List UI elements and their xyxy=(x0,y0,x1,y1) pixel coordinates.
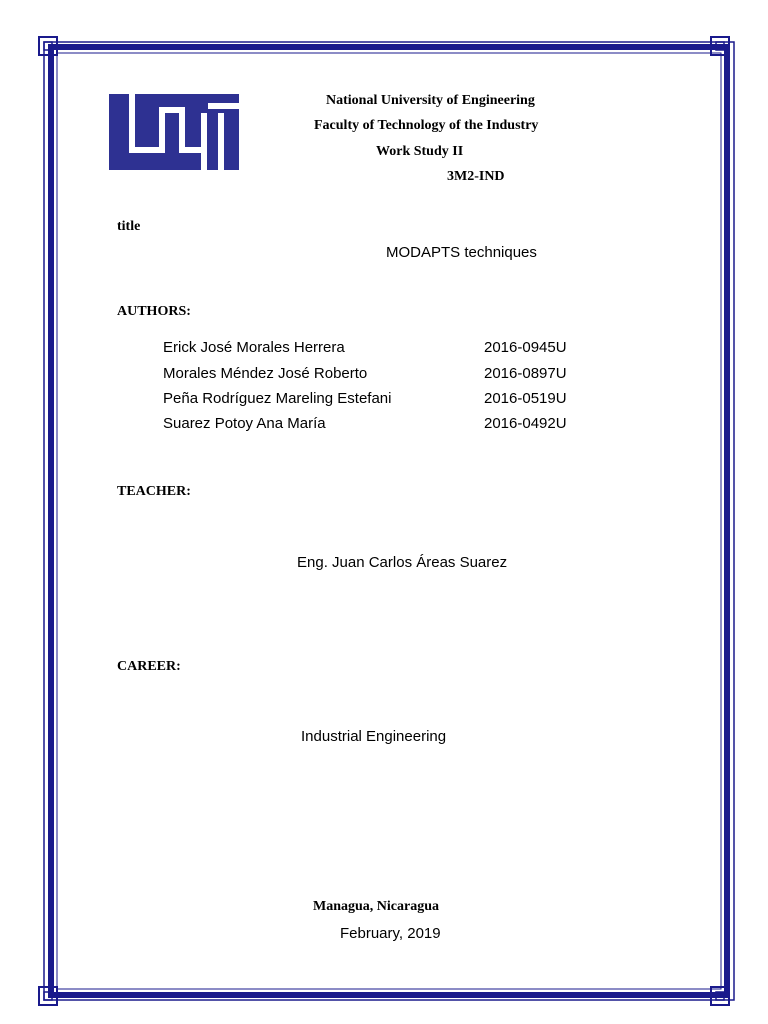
author-id: 2016-0897U xyxy=(484,365,567,382)
university-name: National University of Engineering xyxy=(326,93,535,108)
author-id: 2016-0519U xyxy=(484,390,567,407)
author-name: Erick José Morales Herrera xyxy=(163,339,345,356)
author-id: 2016-0945U xyxy=(484,339,567,356)
career-label: CAREER: xyxy=(117,659,181,674)
group-code: 3M2-IND xyxy=(447,169,505,184)
author-name: Morales Méndez José Roberto xyxy=(163,365,368,382)
author-id: 2016-0492U xyxy=(484,415,567,432)
author-name: Peña Rodríguez Mareling Estefani xyxy=(163,390,392,407)
faculty-name: Faculty of Technology of the Industry xyxy=(314,118,539,133)
teacher-label: TEACHER: xyxy=(117,484,191,499)
author-name: Suarez Potoy Ana María xyxy=(163,415,326,432)
location: Managua, Nicaragua xyxy=(313,899,439,914)
teacher-name: Eng. Juan Carlos Áreas Suarez xyxy=(297,554,508,571)
course-name: Work Study II xyxy=(376,144,464,159)
document-title: MODAPTS techniques xyxy=(386,244,537,261)
uni-logo-icon xyxy=(109,94,239,170)
date: February, 2019 xyxy=(340,925,441,942)
career-name: Industrial Engineering xyxy=(301,728,447,745)
authors-label: AUTHORS: xyxy=(117,304,191,319)
title-label: title xyxy=(117,219,141,234)
